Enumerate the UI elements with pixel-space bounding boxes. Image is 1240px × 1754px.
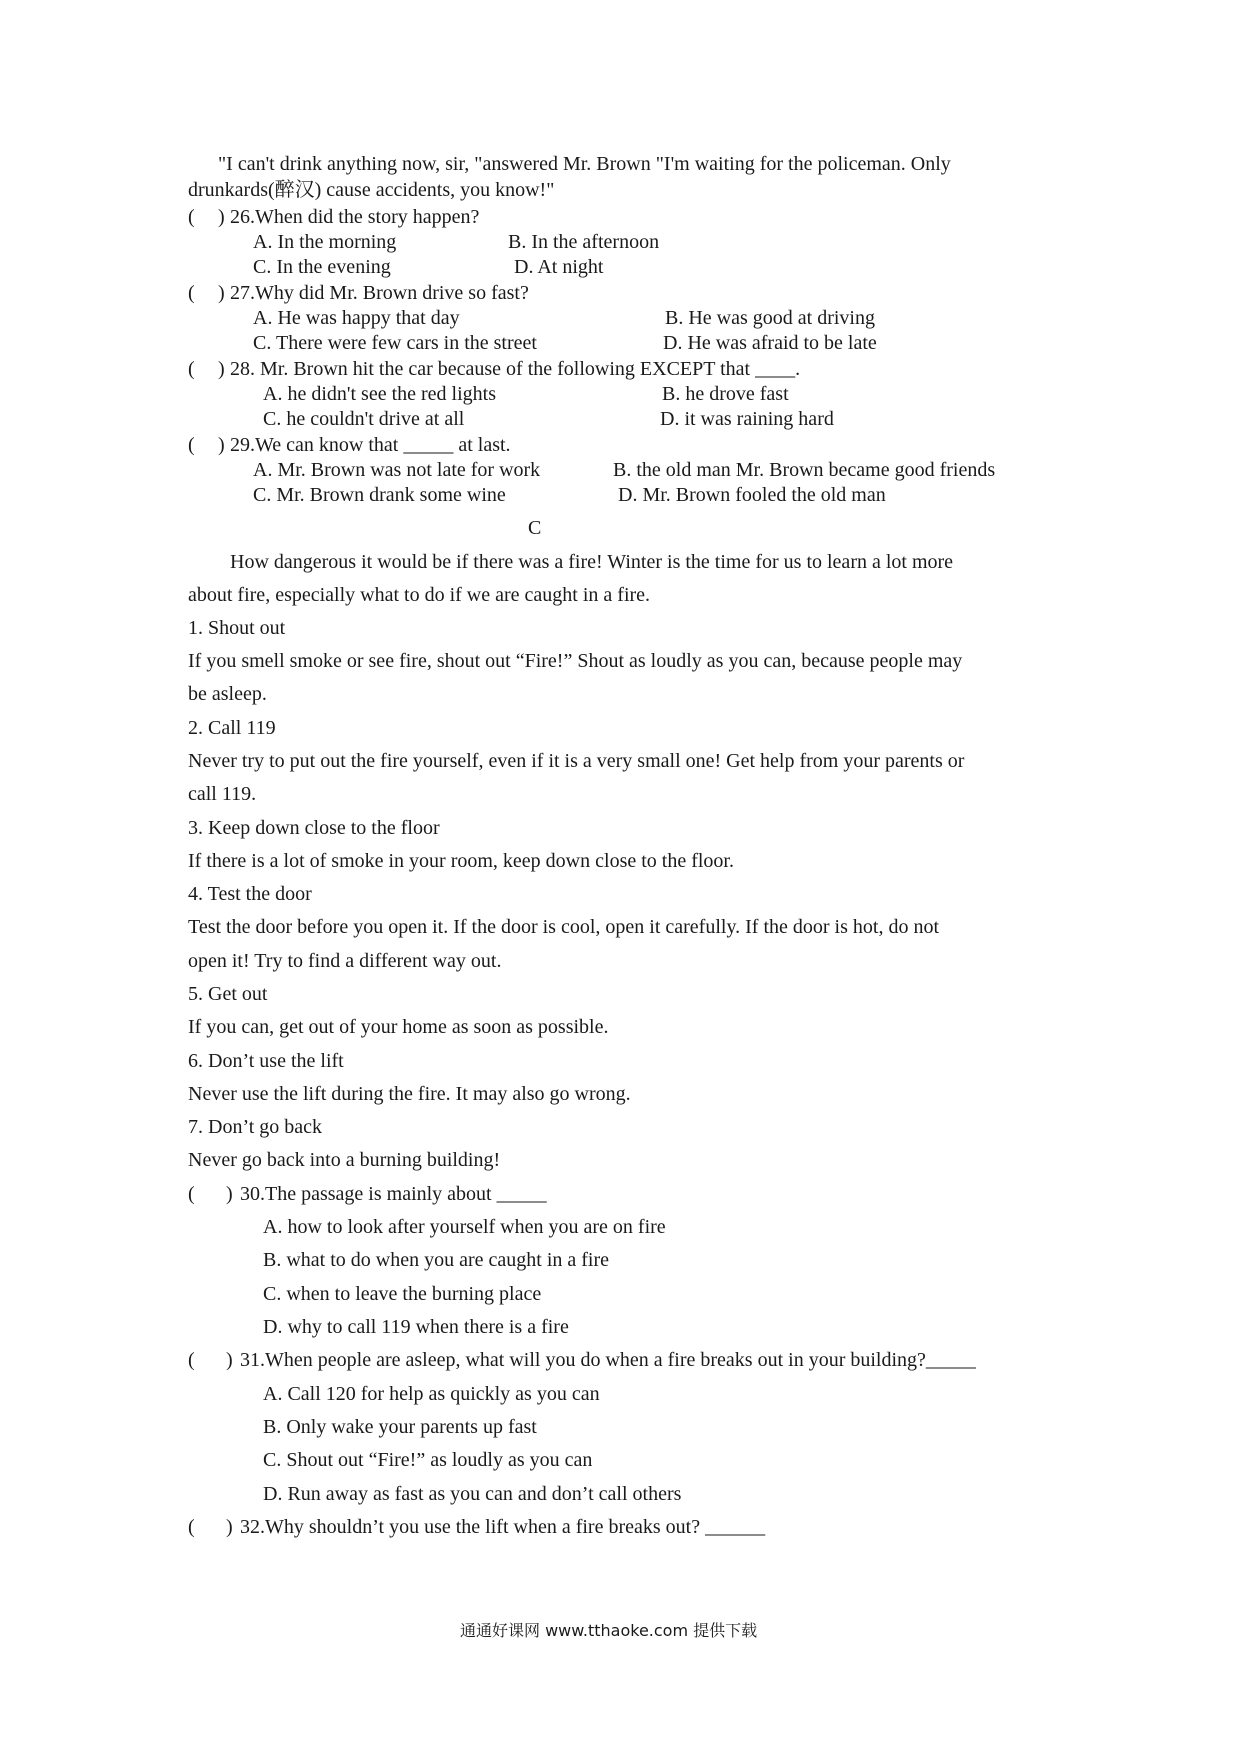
option: B. In the afternoon [508, 231, 660, 253]
option: A. how to look after yourself when you are on fire [263, 1216, 666, 1238]
option: A. he didn't see the red lights [263, 383, 496, 405]
option: B. he drove fast [662, 383, 789, 405]
question-stem: 26.When did the story happen? [230, 206, 480, 228]
option: C. he couldn't drive at all [263, 408, 465, 430]
tip-text: Test the door before you open it. If the door is cool, open it carefully. If the door is hot, do not [188, 916, 940, 938]
tip-title: 3. Keep down close to the floor [188, 817, 440, 839]
tip-text: If you smell smoke or see fire, shout out “Fire!” Shout as loudly as you can, because people may [188, 650, 963, 672]
answer-paren-close: ) [218, 358, 225, 380]
option: B. the old man Mr. Brown became good friends [613, 459, 996, 481]
section-heading: C [528, 517, 542, 539]
option: A. Call 120 for help as quickly as you can [263, 1383, 600, 1405]
question-stem: 28. Mr. Brown hit the car because of the following EXCEPT that ____. [230, 358, 801, 380]
option: D. At night [514, 256, 604, 278]
answer-paren-open: ( [188, 1183, 195, 1205]
option: C. Mr. Brown drank some wine [253, 484, 506, 506]
option: C. Shout out “Fire!” as loudly as you can [263, 1449, 593, 1471]
option: A. Mr. Brown was not late for work [253, 459, 541, 481]
answer-paren-close: ) [218, 206, 225, 228]
answer-paren-close: ) [226, 1349, 233, 1371]
tip-text: be asleep. [188, 683, 267, 705]
question-stem: 30.The passage is mainly about _____ [240, 1183, 547, 1205]
option: C. when to leave the burning place [263, 1283, 542, 1305]
option: C. In the evening [253, 256, 391, 278]
dialogue-line: "I can't drink anything now, sir, "answered Mr. Brown "I'm waiting for the policeman. Only [218, 153, 951, 175]
tip-title: 7. Don’t go back [188, 1116, 323, 1138]
answer-paren-open: ( [188, 434, 195, 456]
tip-text: If you can, get out of your home as soon as possible. [188, 1016, 609, 1038]
option: D. Run away as fast as you can and don’t call others [263, 1483, 682, 1505]
option: D. it was raining hard [660, 408, 834, 430]
answer-paren-close: ) [218, 282, 225, 304]
passage-line: How dangerous it would be if there was a fire! Winter is the time for us to learn a lot more [230, 551, 954, 573]
tip-title: 4. Test the door [188, 883, 312, 905]
question-stem: 31.When people are asleep, what will you do when a fire breaks out in your building?_____ [240, 1349, 976, 1371]
tip-text: Never use the lift during the fire. It may also go wrong. [188, 1083, 631, 1105]
tip-text: call 119. [188, 783, 257, 805]
option: B. He was good at driving [665, 307, 875, 329]
answer-paren-open: ( [188, 206, 195, 228]
option: A. In the morning [253, 231, 397, 253]
tip-title: 6. Don’t use the lift [188, 1050, 344, 1072]
option: B. what to do when you are caught in a fire [263, 1249, 610, 1271]
footer-credit: 通通好课网 www.tthaoke.com 提供下载 [460, 1621, 758, 1640]
passage-line: about fire, especially what to do if we are caught in a fire. [188, 584, 651, 606]
question-stem: 27.Why did Mr. Brown drive so fast? [230, 282, 529, 304]
tip-text: open it! Try to find a different way out. [188, 950, 502, 972]
answer-paren-close: ) [218, 434, 225, 456]
option: B. Only wake your parents up fast [263, 1416, 537, 1438]
tip-title: 5. Get out [188, 983, 268, 1005]
tip-text: If there is a lot of smoke in your room, keep down close to the floor. [188, 850, 734, 872]
option: A. He was happy that day [253, 307, 460, 329]
question-stem: 29.We can know that _____ at last. [230, 434, 511, 456]
question-stem: 32.Why shouldn’t you use the lift when a fire breaks out? ______ [240, 1516, 766, 1538]
answer-paren-open: ( [188, 358, 195, 380]
answer-paren-open: ( [188, 1516, 195, 1538]
tip-text: Never try to put out the fire yourself, even if it is a very small one! Get help from your parents or [188, 750, 965, 772]
option: D. why to call 119 when there is a fire [263, 1316, 569, 1338]
tip-title: 1. Shout out [188, 617, 286, 639]
answer-paren-open: ( [188, 282, 195, 304]
answer-paren-open: ( [188, 1349, 195, 1371]
option: D. Mr. Brown fooled the old man [618, 484, 886, 506]
tip-title: 2. Call 119 [188, 717, 276, 739]
answer-paren-close: ) [226, 1183, 233, 1205]
option: D. He was afraid to be late [663, 332, 877, 354]
dialogue-line: drunkards(醉汉) cause accidents, you know!" [188, 179, 555, 201]
tip-text: Never go back into a burning building! [188, 1149, 501, 1171]
answer-paren-close: ) [226, 1516, 233, 1538]
option: C. There were few cars in the street [253, 332, 537, 354]
